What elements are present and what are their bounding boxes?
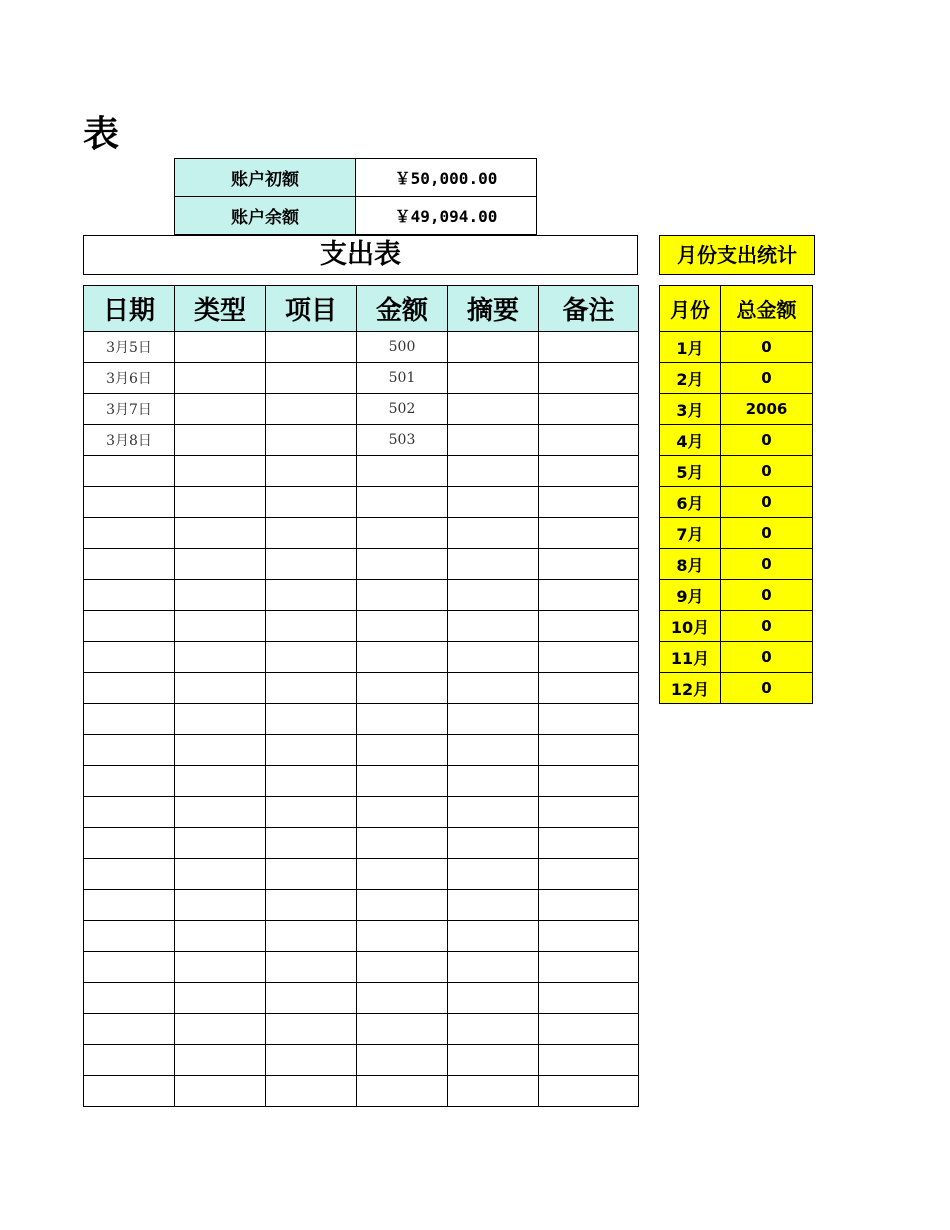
expense-cell-date[interactable] [84, 549, 175, 580]
expense-cell-summary[interactable] [448, 549, 539, 580]
expense-cell-date[interactable] [84, 890, 175, 921]
expense-cell-summary[interactable] [448, 518, 539, 549]
table-row [84, 952, 639, 983]
expense-cell-date[interactable] [84, 1014, 175, 1045]
expense-cell-note[interactable] [539, 487, 639, 518]
monthly-cell-total[interactable]: 0 [721, 673, 813, 704]
expense-cell-date[interactable]: 3月8日 [84, 425, 175, 456]
monthly-cell-total[interactable]: 0 [721, 332, 813, 363]
expense-cell-date[interactable] [84, 859, 175, 890]
table-row [84, 425, 639, 456]
monthly-header-total: 总金额 [721, 286, 813, 332]
monthly-cell-month: 11月 [660, 642, 721, 673]
expense-cell-type[interactable] [175, 642, 266, 673]
expense-cell-type[interactable] [175, 611, 266, 642]
table-row [84, 580, 639, 611]
monthly-cell-month: 4月 [660, 425, 721, 456]
expense-cell-type[interactable] [175, 797, 266, 828]
table-row [84, 859, 639, 890]
expense-cell-type[interactable] [175, 580, 266, 611]
expense-cell-type[interactable] [175, 549, 266, 580]
expense-cell-amount[interactable]: 500 [357, 332, 448, 363]
expense-cell-note[interactable] [539, 797, 639, 828]
expense-cell-note[interactable] [539, 704, 639, 735]
expense-cell-item[interactable] [266, 456, 357, 487]
expense-cell-item[interactable] [266, 394, 357, 425]
table-row [660, 425, 813, 456]
expense-cell-note[interactable] [539, 1045, 639, 1076]
expense-cell-amount[interactable] [357, 952, 448, 983]
expense-header-amount: 金额 [357, 286, 448, 332]
expense-cell-note[interactable] [539, 983, 639, 1014]
account-balance-value[interactable]: ￥49,094.00 [356, 197, 537, 235]
expense-cell-summary[interactable] [448, 487, 539, 518]
monthly-header-row [660, 286, 813, 332]
table-row [660, 673, 813, 704]
expense-cell-date[interactable] [84, 952, 175, 983]
expense-cell-item[interactable] [266, 549, 357, 580]
monthly-cell-month: 5月 [660, 456, 721, 487]
expense-cell-amount[interactable] [357, 828, 448, 859]
expense-cell-note[interactable] [539, 952, 639, 983]
expense-cell-type[interactable] [175, 1076, 266, 1107]
expense-cell-summary[interactable] [448, 456, 539, 487]
monthly-cell-month: 1月 [660, 332, 721, 363]
table-row [660, 487, 813, 518]
expense-header-type: 类型 [175, 286, 266, 332]
expense-cell-amount[interactable] [357, 983, 448, 1014]
expense-cell-summary[interactable] [448, 859, 539, 890]
expense-cell-note[interactable] [539, 363, 639, 394]
expense-cell-summary[interactable] [448, 766, 539, 797]
monthly-header-month: 月份 [660, 286, 721, 332]
expense-cell-type[interactable] [175, 1014, 266, 1045]
table-row [84, 394, 639, 425]
monthly-cell-total[interactable]: 0 [721, 487, 813, 518]
expense-cell-amount[interactable] [357, 549, 448, 580]
table-row [660, 642, 813, 673]
expense-header-row [84, 286, 639, 332]
account-initial-row [175, 159, 537, 197]
expense-cell-amount[interactable] [357, 1076, 448, 1107]
monthly-cell-total[interactable]: 0 [721, 611, 813, 642]
expense-cell-amount[interactable] [357, 704, 448, 735]
monthly-cell-total[interactable]: 2006 [721, 394, 813, 425]
expense-cell-note[interactable] [539, 1076, 639, 1107]
monthly-cell-month: 9月 [660, 580, 721, 611]
expense-cell-note[interactable] [539, 766, 639, 797]
expense-cell-note[interactable] [539, 673, 639, 704]
table-row [84, 549, 639, 580]
expense-cell-date[interactable] [84, 673, 175, 704]
expense-cell-item[interactable] [266, 890, 357, 921]
expense-cell-summary[interactable] [448, 983, 539, 1014]
expense-cell-type[interactable] [175, 363, 266, 394]
table-row [84, 766, 639, 797]
table-row [84, 518, 639, 549]
table-row [660, 518, 813, 549]
table-row [84, 1014, 639, 1045]
expense-cell-amount[interactable] [357, 859, 448, 890]
table-row [660, 611, 813, 642]
account-initial-label: 账户初额 [175, 159, 356, 197]
account-balance-row [175, 197, 537, 235]
account-balance-label: 账户余额 [175, 197, 356, 235]
expense-cell-amount[interactable] [357, 890, 448, 921]
expense-cell-date[interactable] [84, 642, 175, 673]
expense-cell-date[interactable] [84, 828, 175, 859]
expense-cell-item[interactable] [266, 1076, 357, 1107]
expense-cell-date[interactable]: 3月6日 [84, 363, 175, 394]
expense-cell-type[interactable] [175, 766, 266, 797]
expense-cell-note[interactable] [539, 456, 639, 487]
expense-cell-item[interactable] [266, 704, 357, 735]
table-row [84, 363, 639, 394]
expense-cell-item[interactable] [266, 735, 357, 766]
expense-cell-type[interactable] [175, 859, 266, 890]
expense-cell-item[interactable] [266, 673, 357, 704]
expense-cell-item[interactable] [266, 363, 357, 394]
account-summary-table [174, 158, 537, 235]
expense-cell-amount[interactable] [357, 797, 448, 828]
monthly-cell-month: 8月 [660, 549, 721, 580]
table-row [660, 456, 813, 487]
monthly-cell-month: 7月 [660, 518, 721, 549]
expense-cell-date[interactable] [84, 1045, 175, 1076]
monthly-cell-month: 3月 [660, 394, 721, 425]
expense-cell-item[interactable] [266, 983, 357, 1014]
expense-cell-date[interactable] [84, 704, 175, 735]
table-row [84, 673, 639, 704]
table-row [660, 549, 813, 580]
table-row [84, 890, 639, 921]
table-row [84, 983, 639, 1014]
expense-cell-amount[interactable] [357, 1014, 448, 1045]
expense-cell-amount[interactable]: 503 [357, 425, 448, 456]
table-row [84, 642, 639, 673]
monthly-stats-title: 月份支出统计 [659, 235, 815, 275]
monthly-cell-month: 6月 [660, 487, 721, 518]
expense-cell-summary[interactable] [448, 1014, 539, 1045]
expense-cell-note[interactable] [539, 549, 639, 580]
expense-cell-amount[interactable] [357, 580, 448, 611]
expense-cell-type[interactable] [175, 735, 266, 766]
expense-cell-note[interactable] [539, 518, 639, 549]
expense-cell-item[interactable] [266, 580, 357, 611]
expense-cell-item[interactable] [266, 952, 357, 983]
monthly-cell-total[interactable]: 0 [721, 518, 813, 549]
table-row [660, 332, 813, 363]
expense-cell-summary[interactable] [448, 642, 539, 673]
expense-cell-item[interactable] [266, 487, 357, 518]
expense-cell-amount[interactable] [357, 456, 448, 487]
monthly-cell-total[interactable]: 0 [721, 642, 813, 673]
expense-cell-date[interactable] [84, 456, 175, 487]
expense-cell-type[interactable] [175, 673, 266, 704]
table-row [84, 332, 639, 363]
monthly-cell-total[interactable]: 0 [721, 580, 813, 611]
expense-cell-summary[interactable] [448, 1045, 539, 1076]
expense-cell-item[interactable] [266, 332, 357, 363]
expense-cell-type[interactable] [175, 456, 266, 487]
monthly-stats-table [659, 285, 813, 704]
expense-cell-item[interactable] [266, 518, 357, 549]
table-row [84, 921, 639, 952]
table-row [660, 394, 813, 425]
expense-cell-summary[interactable] [448, 828, 539, 859]
expense-cell-item[interactable] [266, 611, 357, 642]
expense-cell-type[interactable] [175, 890, 266, 921]
expense-cell-type[interactable] [175, 487, 266, 518]
expense-cell-type[interactable] [175, 704, 266, 735]
expense-cell-note[interactable] [539, 828, 639, 859]
expense-cell-summary[interactable] [448, 797, 539, 828]
expense-cell-note[interactable] [539, 642, 639, 673]
expense-cell-amount[interactable] [357, 642, 448, 673]
expense-cell-note[interactable] [539, 580, 639, 611]
expense-cell-amount[interactable] [357, 921, 448, 952]
expense-cell-date[interactable] [84, 518, 175, 549]
expense-cell-type[interactable] [175, 394, 266, 425]
expense-cell-summary[interactable] [448, 332, 539, 363]
expense-cell-note[interactable] [539, 332, 639, 363]
table-row [84, 487, 639, 518]
expense-cell-date[interactable] [84, 797, 175, 828]
expense-cell-amount[interactable] [357, 1045, 448, 1076]
expense-cell-type[interactable] [175, 1045, 266, 1076]
table-row [84, 828, 639, 859]
expense-cell-item[interactable] [266, 828, 357, 859]
expense-cell-amount[interactable] [357, 487, 448, 518]
expense-cell-note[interactable] [539, 425, 639, 456]
monthly-cell-month: 10月 [660, 611, 721, 642]
expense-cell-date[interactable]: 3月5日 [84, 332, 175, 363]
expense-cell-item[interactable] [266, 797, 357, 828]
expense-cell-date[interactable] [84, 735, 175, 766]
expense-cell-amount[interactable] [357, 611, 448, 642]
expense-cell-amount[interactable]: 502 [357, 394, 448, 425]
expense-cell-summary[interactable] [448, 952, 539, 983]
table-row [84, 704, 639, 735]
expense-cell-summary[interactable] [448, 1076, 539, 1107]
table-row [84, 456, 639, 487]
expense-cell-date[interactable] [84, 1076, 175, 1107]
expense-cell-amount[interactable] [357, 673, 448, 704]
expense-cell-date[interactable] [84, 611, 175, 642]
expense-cell-summary[interactable] [448, 735, 539, 766]
expense-table-title: 支出表 [83, 235, 638, 275]
expense-cell-amount[interactable] [357, 735, 448, 766]
expense-header-summary: 摘要 [448, 286, 539, 332]
expense-cell-date[interactable] [84, 766, 175, 797]
expense-cell-date[interactable] [84, 921, 175, 952]
expense-cell-summary[interactable] [448, 890, 539, 921]
expense-cell-amount[interactable] [357, 766, 448, 797]
monthly-cell-month: 12月 [660, 673, 721, 704]
table-row [660, 580, 813, 611]
page-title: 表 [83, 114, 120, 155]
expense-cell-note[interactable] [539, 1014, 639, 1045]
expense-cell-summary[interactable] [448, 673, 539, 704]
expense-cell-type[interactable] [175, 332, 266, 363]
expense-header-item: 项目 [266, 286, 357, 332]
expense-cell-type[interactable] [175, 518, 266, 549]
expense-header-note: 备注 [539, 286, 639, 332]
monthly-cell-total[interactable]: 0 [721, 363, 813, 394]
expense-cell-item[interactable] [266, 425, 357, 456]
expense-cell-type[interactable] [175, 425, 266, 456]
expense-cell-summary[interactable] [448, 580, 539, 611]
expense-cell-summary[interactable] [448, 363, 539, 394]
expense-cell-note[interactable] [539, 921, 639, 952]
expense-cell-summary[interactable] [448, 921, 539, 952]
expense-cell-type[interactable] [175, 921, 266, 952]
expense-cell-summary[interactable] [448, 704, 539, 735]
expense-cell-note[interactable] [539, 735, 639, 766]
expense-cell-item[interactable] [266, 921, 357, 952]
account-initial-value[interactable]: ￥50,000.00 [356, 159, 537, 197]
expense-cell-date[interactable]: 3月7日 [84, 394, 175, 425]
table-row [84, 1076, 639, 1107]
monthly-cell-total[interactable]: 0 [721, 425, 813, 456]
expense-cell-type[interactable] [175, 983, 266, 1014]
expense-cell-type[interactable] [175, 828, 266, 859]
expense-cell-type[interactable] [175, 952, 266, 983]
expense-table [83, 285, 639, 1107]
expense-cell-summary[interactable] [448, 611, 539, 642]
expense-cell-item[interactable] [266, 1014, 357, 1045]
expense-cell-amount[interactable]: 501 [357, 363, 448, 394]
monthly-cell-total[interactable]: 0 [721, 456, 813, 487]
table-row [84, 735, 639, 766]
expense-cell-note[interactable] [539, 611, 639, 642]
expense-cell-item[interactable] [266, 1045, 357, 1076]
expense-cell-item[interactable] [266, 642, 357, 673]
table-row [84, 1045, 639, 1076]
expense-cell-amount[interactable] [357, 518, 448, 549]
monthly-cell-total[interactable]: 0 [721, 549, 813, 580]
expense-cell-date[interactable] [84, 487, 175, 518]
table-row [84, 611, 639, 642]
expense-cell-item[interactable] [266, 859, 357, 890]
table-row [660, 363, 813, 394]
expense-cell-note[interactable] [539, 859, 639, 890]
expense-cell-date[interactable] [84, 580, 175, 611]
expense-header-date: 日期 [84, 286, 175, 332]
expense-cell-item[interactable] [266, 766, 357, 797]
expense-cell-note[interactable] [539, 394, 639, 425]
expense-cell-summary[interactable] [448, 425, 539, 456]
expense-cell-summary[interactable] [448, 394, 539, 425]
expense-cell-note[interactable] [539, 890, 639, 921]
monthly-cell-month: 2月 [660, 363, 721, 394]
table-row [84, 797, 639, 828]
expense-cell-date[interactable] [84, 983, 175, 1014]
